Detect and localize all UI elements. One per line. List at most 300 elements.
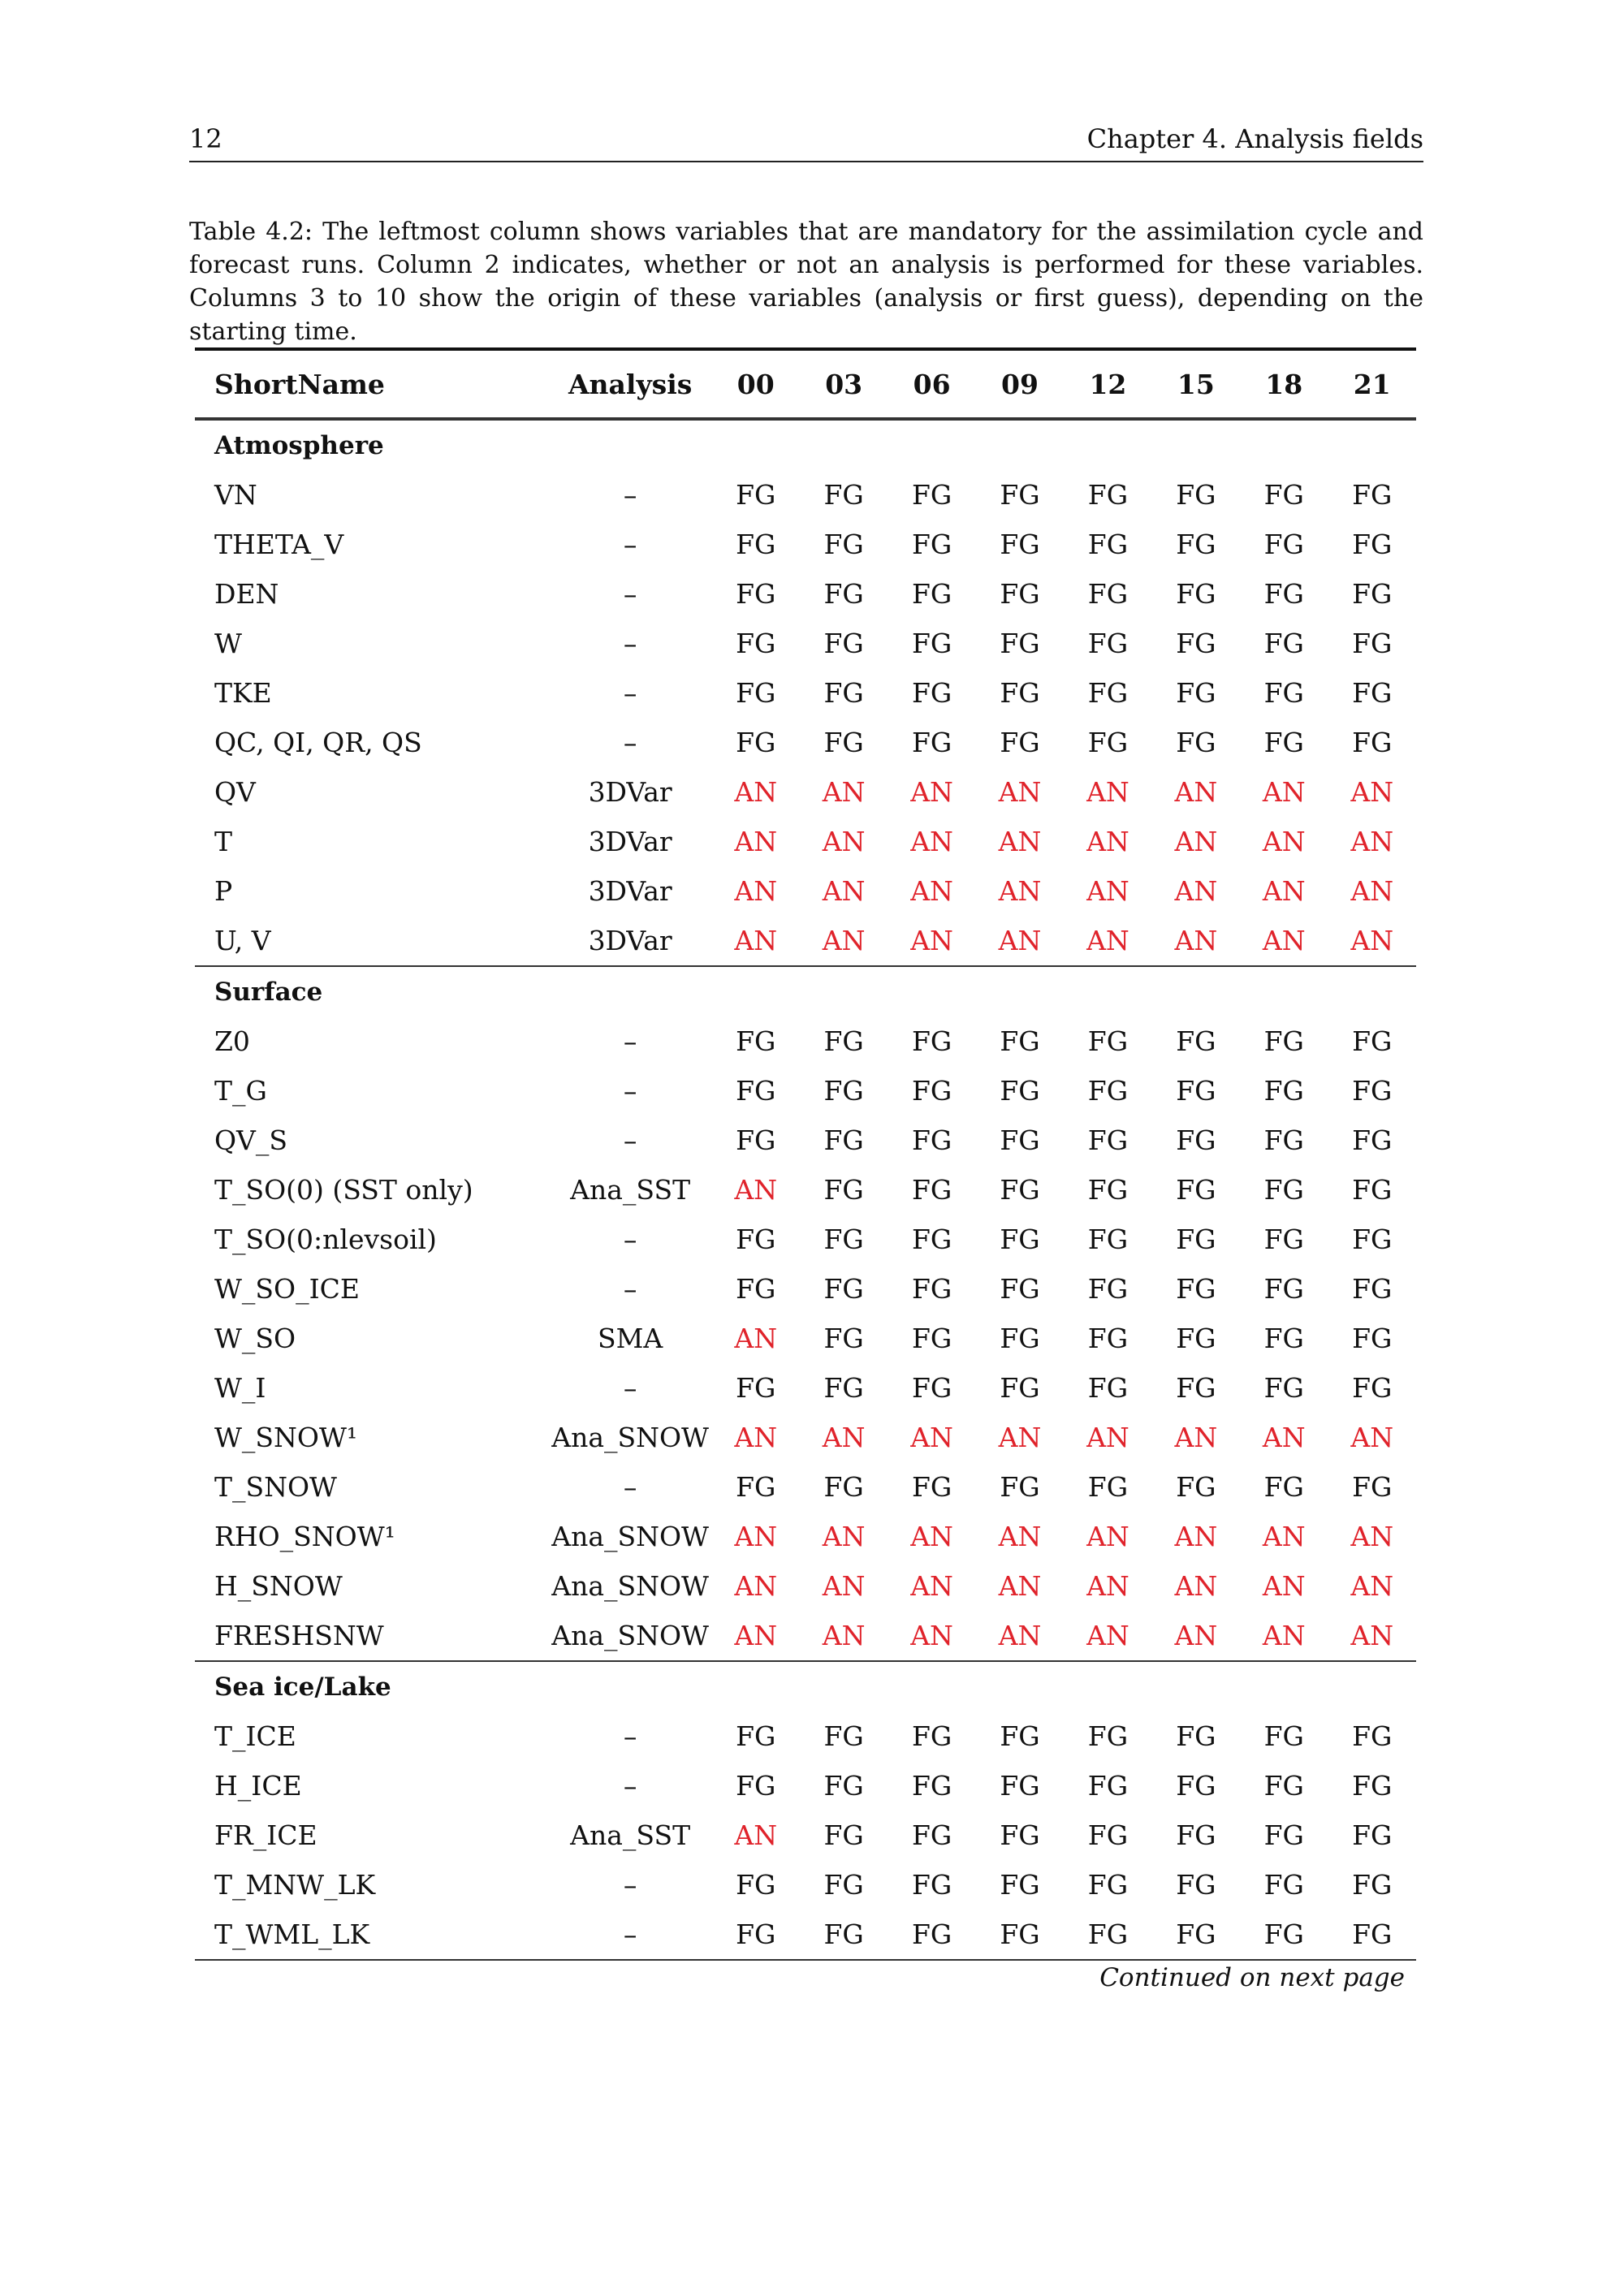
analysis-value-cell: AN <box>998 925 1042 956</box>
short-name-cell: QC, QI, QR, QS <box>214 727 422 758</box>
table-row <box>195 1512 1416 1561</box>
short-name-cell: W_SO_ICE <box>214 1273 360 1305</box>
analysis-cell: – <box>623 1471 637 1503</box>
analysis-value-cell: AN <box>1350 826 1394 857</box>
first-guess-value-cell: FG <box>1000 1471 1040 1503</box>
first-guess-value-cell: FG <box>1176 1273 1216 1305</box>
analysis-value-cell: AN <box>1174 1570 1218 1602</box>
first-guess-value-cell: FG <box>1000 1124 1040 1156</box>
short-name-cell: QV_S <box>214 1124 287 1156</box>
first-guess-value-cell: FG <box>1087 578 1129 610</box>
analysis-value-cell: AN <box>910 1570 953 1602</box>
analysis-value-cell: AN <box>1086 1521 1129 1552</box>
table-row <box>195 1711 1416 1761</box>
first-guess-value-cell: FG <box>823 677 864 709</box>
column-header-row <box>195 349 1416 418</box>
first-guess-value-cell: FG <box>1176 1869 1216 1901</box>
first-guess-value-cell: FG <box>1352 628 1393 659</box>
analysis-cell: Ana_SST <box>570 1174 691 1206</box>
table-caption: Table 4.2: The leftmost column shows variables that are mandatory for the assimilation cycle and forecast runs. Column 2 indicates, whether or not an analysis is performed for these variables. Columns 3 to 10 show the origin of these variables (analysis or first guess), depending on the starting time. <box>189 218 1423 346</box>
short-name-cell: FR_ICE <box>214 1819 317 1851</box>
short-name-cell: T_ICE <box>214 1720 296 1752</box>
first-guess-value-cell: FG <box>1352 578 1393 610</box>
short-name-cell: T <box>214 826 233 857</box>
first-guess-value-cell: FG <box>1263 1471 1304 1503</box>
table-row <box>195 1462 1416 1512</box>
analysis-value-cell: AN <box>1174 1521 1218 1552</box>
analysis-value-cell: AN <box>822 1521 866 1552</box>
first-guess-value-cell: FG <box>1263 1720 1304 1752</box>
analysis-value-cell: AN <box>1174 1620 1218 1651</box>
first-guess-value-cell: FG <box>736 628 776 659</box>
analysis-value-cell: AN <box>734 1174 778 1206</box>
analysis-value-cell: AN <box>1350 1521 1394 1552</box>
analysis-value-cell: AN <box>1262 776 1306 808</box>
first-guess-value-cell: FG <box>911 1075 952 1107</box>
short-name-cell: T_MNW_LK <box>214 1869 376 1901</box>
analysis-value-cell: AN <box>1350 1570 1394 1602</box>
analysis-value-cell: AN <box>1262 1422 1306 1453</box>
first-guess-value-cell: FG <box>823 1174 864 1206</box>
analysis-value-cell: AN <box>1262 1570 1306 1602</box>
analysis-cell: – <box>623 578 637 610</box>
analysis-value-cell: AN <box>734 826 778 857</box>
first-guess-value-cell: FG <box>1176 1770 1216 1802</box>
section-title: Atmosphere <box>214 430 384 460</box>
analysis-cell: 3DVar <box>588 925 672 956</box>
analysis-value-cell: AN <box>1350 1620 1394 1651</box>
first-guess-value-cell: FG <box>911 529 952 560</box>
first-guess-value-cell: FG <box>1087 1869 1129 1901</box>
first-guess-value-cell: FG <box>1087 1323 1129 1354</box>
table-row <box>195 1165 1416 1215</box>
first-guess-value-cell: FG <box>1176 1075 1216 1107</box>
first-guess-value-cell: FG <box>736 1075 776 1107</box>
table-row <box>195 916 1416 966</box>
first-guess-value-cell: FG <box>1000 1869 1040 1901</box>
first-guess-value-cell: FG <box>736 1471 776 1503</box>
first-guess-value-cell: FG <box>1240 1910 1328 1960</box>
first-guess-value-cell: FG <box>736 1770 776 1802</box>
first-guess-value-cell: FG <box>1263 1025 1304 1057</box>
table-row <box>195 1910 1416 1960</box>
analysis-cell: Ana_SST <box>570 1819 691 1851</box>
first-guess-value-cell: FG <box>1087 1819 1129 1851</box>
first-guess-value-cell: FG <box>911 1273 952 1305</box>
first-guess-value-cell: FG <box>1176 677 1216 709</box>
analysis-value-cell: AN <box>734 1620 778 1651</box>
analysis-cell: 3DVar <box>588 776 672 808</box>
first-guess-value-cell: FG <box>1263 1174 1304 1206</box>
first-guess-value-cell: FG <box>1087 628 1129 659</box>
first-guess-value-cell: FG <box>1064 1910 1151 1960</box>
short-name-cell: DEN <box>214 578 279 610</box>
first-guess-value-cell: FG <box>1263 1819 1304 1851</box>
first-guess-value-cell: FG <box>1263 1124 1304 1156</box>
first-guess-value-cell: FG <box>911 1770 952 1802</box>
table-row <box>195 1761 1416 1810</box>
first-guess-value-cell: FG <box>823 578 864 610</box>
first-guess-value-cell: FG <box>800 1910 888 1960</box>
short-name-cell: QV <box>214 776 256 808</box>
first-guess-value-cell: FG <box>1152 1910 1240 1960</box>
first-guess-value-cell: FG <box>736 479 776 511</box>
page-number: 12 <box>189 123 222 154</box>
first-guess-value-cell: FG <box>1000 479 1040 511</box>
short-name-cell: W_SO <box>214 1323 296 1354</box>
analysis-value-cell: AN <box>1350 925 1394 956</box>
analysis-value-cell: AN <box>1086 875 1129 907</box>
analysis-value-cell: AN <box>734 925 778 956</box>
first-guess-value-cell: FG <box>911 677 952 709</box>
first-guess-value-cell: FG <box>1263 677 1304 709</box>
first-guess-value-cell: FG <box>1176 578 1216 610</box>
short-name-cell: H_ICE <box>214 1770 302 1802</box>
short-name-cell: T_SO(0:nlevsoil) <box>214 1224 437 1255</box>
first-guess-value-cell: FG <box>1263 578 1304 610</box>
first-guess-value-cell: FG <box>1087 1372 1129 1404</box>
first-guess-value-cell: FG <box>1352 479 1393 511</box>
first-guess-value-cell: FG <box>911 1174 952 1206</box>
first-guess-value-cell: FG <box>911 1372 952 1404</box>
analysis-cell: Ana_SNOW <box>551 1620 709 1651</box>
first-guess-value-cell: FG <box>1263 529 1304 560</box>
table-row <box>195 1116 1416 1165</box>
first-guess-value-cell: FG <box>888 1910 975 1960</box>
first-guess-value-cell: FG <box>823 1224 864 1255</box>
analysis-cell: – <box>623 1273 637 1305</box>
first-guess-value-cell: FG <box>1352 1819 1393 1851</box>
first-guess-value-cell: FG <box>1176 479 1216 511</box>
first-guess-value-cell: FG <box>823 1372 864 1404</box>
first-guess-value-cell: FG <box>1000 1174 1040 1206</box>
table-row <box>195 1314 1416 1363</box>
first-guess-value-cell: FG <box>1352 1224 1393 1255</box>
table-row <box>195 1363 1416 1413</box>
first-guess-value-cell: FG <box>1176 628 1216 659</box>
analysis-value-cell: AN <box>1174 826 1218 857</box>
column-header: 15 <box>1152 349 1240 418</box>
short-name-cell: VN <box>214 479 257 511</box>
first-guess-value-cell: FG <box>1352 1471 1393 1503</box>
analysis-value-cell: AN <box>1086 826 1129 857</box>
analysis-cell: – <box>623 1869 637 1901</box>
table-row <box>195 569 1416 619</box>
analysis-value-cell: AN <box>998 776 1042 808</box>
section-title: Surface <box>195 966 1416 1016</box>
first-guess-value-cell: FG <box>911 1869 952 1901</box>
first-guess-value-cell: FG <box>1000 1720 1040 1752</box>
first-guess-value-cell: FG <box>911 1224 952 1255</box>
first-guess-value-cell: FG <box>1087 1224 1129 1255</box>
first-guess-value-cell: FG <box>1352 1323 1393 1354</box>
analysis-value-cell: AN <box>910 1620 953 1651</box>
analysis-cell: 3DVar <box>588 826 672 857</box>
analysis-cell: – <box>623 1372 637 1404</box>
short-name-cell: W_I <box>214 1372 266 1404</box>
first-guess-value-cell: FG <box>911 1323 952 1354</box>
section-header-row <box>195 1661 1416 1711</box>
short-name-cell: H_SNOW <box>214 1570 343 1602</box>
first-guess-value-cell: FG <box>1263 479 1304 511</box>
short-name-cell: T_G <box>214 1075 267 1107</box>
table-row <box>195 1264 1416 1314</box>
first-guess-value-cell: FG <box>1352 529 1393 560</box>
first-guess-value-cell: FG <box>1263 1372 1304 1404</box>
first-guess-value-cell: FG <box>976 1910 1064 1960</box>
first-guess-value-cell: FG <box>823 727 864 758</box>
first-guess-value-cell: FG <box>1087 1174 1129 1206</box>
first-guess-value-cell: FG <box>823 1819 864 1851</box>
first-guess-value-cell: FG <box>1000 529 1040 560</box>
analysis-value-cell: AN <box>1086 776 1129 808</box>
column-header: 03 <box>800 349 888 418</box>
analysis-value-cell: AN <box>998 1570 1042 1602</box>
first-guess-value-cell: FG <box>1328 1910 1416 1960</box>
analysis-value-cell: AN <box>1262 1521 1306 1552</box>
short-name-cell: W <box>214 628 242 659</box>
first-guess-value-cell: FG <box>1176 1323 1216 1354</box>
analysis-value-cell: AN <box>822 925 866 956</box>
analysis-value-cell: AN <box>734 1422 778 1453</box>
first-guess-value-cell: FG <box>1087 479 1129 511</box>
first-guess-value-cell: FG <box>1263 628 1304 659</box>
table-row <box>195 1215 1416 1264</box>
first-guess-value-cell: FG <box>1000 1323 1040 1354</box>
chapter-title: Chapter 4. Analysis fields <box>1086 123 1423 154</box>
table-row <box>195 1611 1416 1661</box>
first-guess-value-cell: FG <box>823 1124 864 1156</box>
first-guess-value-cell: FG <box>1087 677 1129 709</box>
short-name-cell: P <box>214 875 233 907</box>
column-header: Analysis <box>549 349 712 418</box>
first-guess-value-cell: FG <box>736 1124 776 1156</box>
analysis-value-cell: AN <box>734 1323 778 1354</box>
table-row <box>195 767 1416 817</box>
first-guess-value-cell: FG <box>1263 1323 1304 1354</box>
first-guess-value-cell: FG <box>1087 1720 1129 1752</box>
first-guess-value-cell: FG <box>1263 1869 1304 1901</box>
first-guess-value-cell: FG <box>736 1720 776 1752</box>
analysis-value-cell: AN <box>1086 925 1129 956</box>
first-guess-value-cell: FG <box>1087 1770 1129 1802</box>
first-guess-value-cell: FG <box>1000 1273 1040 1305</box>
first-guess-value-cell: FG <box>736 727 776 758</box>
analysis-value-cell: AN <box>998 1521 1042 1552</box>
first-guess-value-cell: FG <box>911 1025 952 1057</box>
first-guess-value-cell: FG <box>1176 529 1216 560</box>
short-name-cell: T_WML_LK <box>195 1910 549 1960</box>
first-guess-value-cell: FG <box>823 479 864 511</box>
first-guess-value-cell: FG <box>1176 1224 1216 1255</box>
table-body <box>195 349 1416 1960</box>
analysis-cell: – <box>549 1910 712 1960</box>
analysis-value-cell: AN <box>1350 875 1394 907</box>
first-guess-value-cell: FG <box>911 1819 952 1851</box>
column-header: 06 <box>888 349 975 418</box>
analysis-cell: – <box>623 1770 637 1802</box>
table-row <box>195 817 1416 866</box>
first-guess-value-cell: FG <box>1352 727 1393 758</box>
first-guess-value-cell: FG <box>1087 529 1129 560</box>
first-guess-value-cell: FG <box>1263 1273 1304 1305</box>
analysis-value-cell: AN <box>910 826 953 857</box>
table-row <box>195 1016 1416 1066</box>
first-guess-value-cell: FG <box>911 628 952 659</box>
analysis-cell: Ana_SNOW <box>551 1570 709 1602</box>
first-guess-value-cell: FG <box>1176 1372 1216 1404</box>
analysis-cell: – <box>623 677 637 709</box>
analysis-value-cell: AN <box>734 1819 778 1851</box>
analysis-cell: – <box>623 1720 637 1752</box>
analysis-value-cell: AN <box>910 925 953 956</box>
analysis-value-cell: AN <box>1086 1570 1129 1602</box>
table-row <box>195 470 1416 520</box>
first-guess-value-cell: FG <box>1352 1273 1393 1305</box>
analysis-value-cell: AN <box>1262 925 1306 956</box>
first-guess-value-cell: FG <box>1352 1124 1393 1156</box>
first-guess-value-cell: FG <box>1000 1372 1040 1404</box>
analysis-value-cell: AN <box>1086 1422 1129 1453</box>
analysis-cell: – <box>623 1224 637 1255</box>
analysis-value-cell: AN <box>910 875 953 907</box>
section-header-row <box>195 420 1416 470</box>
first-guess-value-cell: FG <box>823 1720 864 1752</box>
first-guess-value-cell: FG <box>1087 1273 1129 1305</box>
first-guess-value-cell: FG <box>1263 1224 1304 1255</box>
first-guess-value-cell: FG <box>1352 677 1393 709</box>
analysis-cell: SMA <box>598 1323 663 1354</box>
first-guess-value-cell: FG <box>1000 727 1040 758</box>
page-header <box>189 123 1423 162</box>
analysis-value-cell: AN <box>1350 776 1394 808</box>
analysis-value-cell: AN <box>998 826 1042 857</box>
short-name-cell: T_SNOW <box>214 1471 337 1503</box>
table-row <box>195 1413 1416 1462</box>
section-header-row <box>195 966 1416 1016</box>
analysis-value-cell: AN <box>734 1521 778 1552</box>
short-name-cell: THETA_V <box>214 529 344 560</box>
first-guess-value-cell: FG <box>736 1273 776 1305</box>
short-name-cell: T_SO(0) (SST only) <box>214 1174 473 1206</box>
analysis-value-cell: AN <box>1086 1620 1129 1651</box>
analysis-value-cell: AN <box>998 1422 1042 1453</box>
first-guess-value-cell: FG <box>1000 578 1040 610</box>
analysis-value-cell: AN <box>822 1620 866 1651</box>
short-name-cell: Z0 <box>214 1025 250 1057</box>
first-guess-value-cell: FG <box>712 1910 800 1960</box>
short-name-cell: U, V <box>214 925 271 956</box>
first-guess-value-cell: FG <box>1176 1471 1216 1503</box>
table-row <box>195 718 1416 767</box>
analysis-value-cell: AN <box>822 776 866 808</box>
first-guess-value-cell: FG <box>1352 1770 1393 1802</box>
first-guess-value-cell: FG <box>823 1075 864 1107</box>
first-guess-value-cell: FG <box>911 1471 952 1503</box>
short-name-cell: TKE <box>214 677 272 709</box>
first-guess-value-cell: FG <box>823 628 864 659</box>
first-guess-value-cell: FG <box>911 1720 952 1752</box>
analysis-cell: – <box>623 1075 637 1107</box>
analysis-value-cell: AN <box>734 1570 778 1602</box>
short-name-cell: RHO_SNOW¹ <box>214 1521 395 1552</box>
first-guess-value-cell: FG <box>911 1124 952 1156</box>
analysis-value-cell: AN <box>1350 1422 1394 1453</box>
first-guess-value-cell: FG <box>1087 1075 1129 1107</box>
first-guess-value-cell: FG <box>823 1323 864 1354</box>
analysis-cell: Ana_SNOW <box>551 1521 709 1552</box>
analysis-value-cell: AN <box>910 1521 953 1552</box>
first-guess-value-cell: FG <box>736 578 776 610</box>
analysis-cell: – <box>623 628 637 659</box>
first-guess-value-cell: FG <box>823 529 864 560</box>
first-guess-value-cell: FG <box>1000 628 1040 659</box>
first-guess-value-cell: FG <box>1000 1075 1040 1107</box>
analysis-cell: 3DVar <box>588 875 672 907</box>
analysis-value-cell: AN <box>734 776 778 808</box>
first-guess-value-cell: FG <box>1000 1025 1040 1057</box>
first-guess-value-cell: FG <box>823 1025 864 1057</box>
table-row <box>195 619 1416 668</box>
column-header: 00 <box>712 349 800 418</box>
column-header: 18 <box>1240 349 1328 418</box>
analysis-value-cell: AN <box>822 826 866 857</box>
first-guess-value-cell: FG <box>911 727 952 758</box>
first-guess-value-cell: FG <box>1352 1075 1393 1107</box>
first-guess-value-cell: FG <box>823 1273 864 1305</box>
section-title: Sea ice/Lake <box>195 1661 1416 1711</box>
column-header: 12 <box>1064 349 1151 418</box>
analysis-value-cell: AN <box>1174 925 1218 956</box>
analysis-cell: – <box>623 1025 637 1057</box>
analysis-value-cell: AN <box>1262 826 1306 857</box>
first-guess-value-cell: FG <box>1352 1720 1393 1752</box>
first-guess-value-cell: FG <box>1000 1819 1040 1851</box>
first-guess-value-cell: FG <box>1176 1819 1216 1851</box>
short-name-cell: W_SNOW¹ <box>214 1422 358 1453</box>
first-guess-value-cell: FG <box>736 1869 776 1901</box>
table-row <box>195 1066 1416 1116</box>
first-guess-value-cell: FG <box>1087 727 1129 758</box>
analysis-value-cell: AN <box>998 875 1042 907</box>
first-guess-value-cell: FG <box>1176 1720 1216 1752</box>
first-guess-value-cell: FG <box>823 1471 864 1503</box>
analysis-value-cell: AN <box>1174 1422 1218 1453</box>
first-guess-value-cell: FG <box>1352 1174 1393 1206</box>
first-guess-value-cell: FG <box>1087 1471 1129 1503</box>
analysis-value-cell: AN <box>910 1422 953 1453</box>
first-guess-value-cell: FG <box>736 677 776 709</box>
analysis-cell: – <box>623 479 637 511</box>
first-guess-value-cell: FG <box>1352 1372 1393 1404</box>
table-row <box>195 668 1416 718</box>
first-guess-value-cell: FG <box>736 1025 776 1057</box>
short-name-cell: FRESHSNW <box>214 1620 384 1651</box>
first-guess-value-cell: FG <box>736 1372 776 1404</box>
analysis-cell: Ana_SNOW <box>551 1422 709 1453</box>
analysis-cell: – <box>623 727 637 758</box>
analysis-value-cell: AN <box>1174 776 1218 808</box>
first-guess-value-cell: FG <box>1087 1025 1129 1057</box>
first-guess-value-cell: FG <box>1176 1025 1216 1057</box>
table-row <box>195 866 1416 916</box>
column-header: 21 <box>1328 349 1416 418</box>
analysis-value-cell: AN <box>822 1422 866 1453</box>
first-guess-value-cell: FG <box>1000 1224 1040 1255</box>
table-row <box>195 1810 1416 1860</box>
first-guess-value-cell: FG <box>823 1869 864 1901</box>
analysis-value-cell: AN <box>734 875 778 907</box>
